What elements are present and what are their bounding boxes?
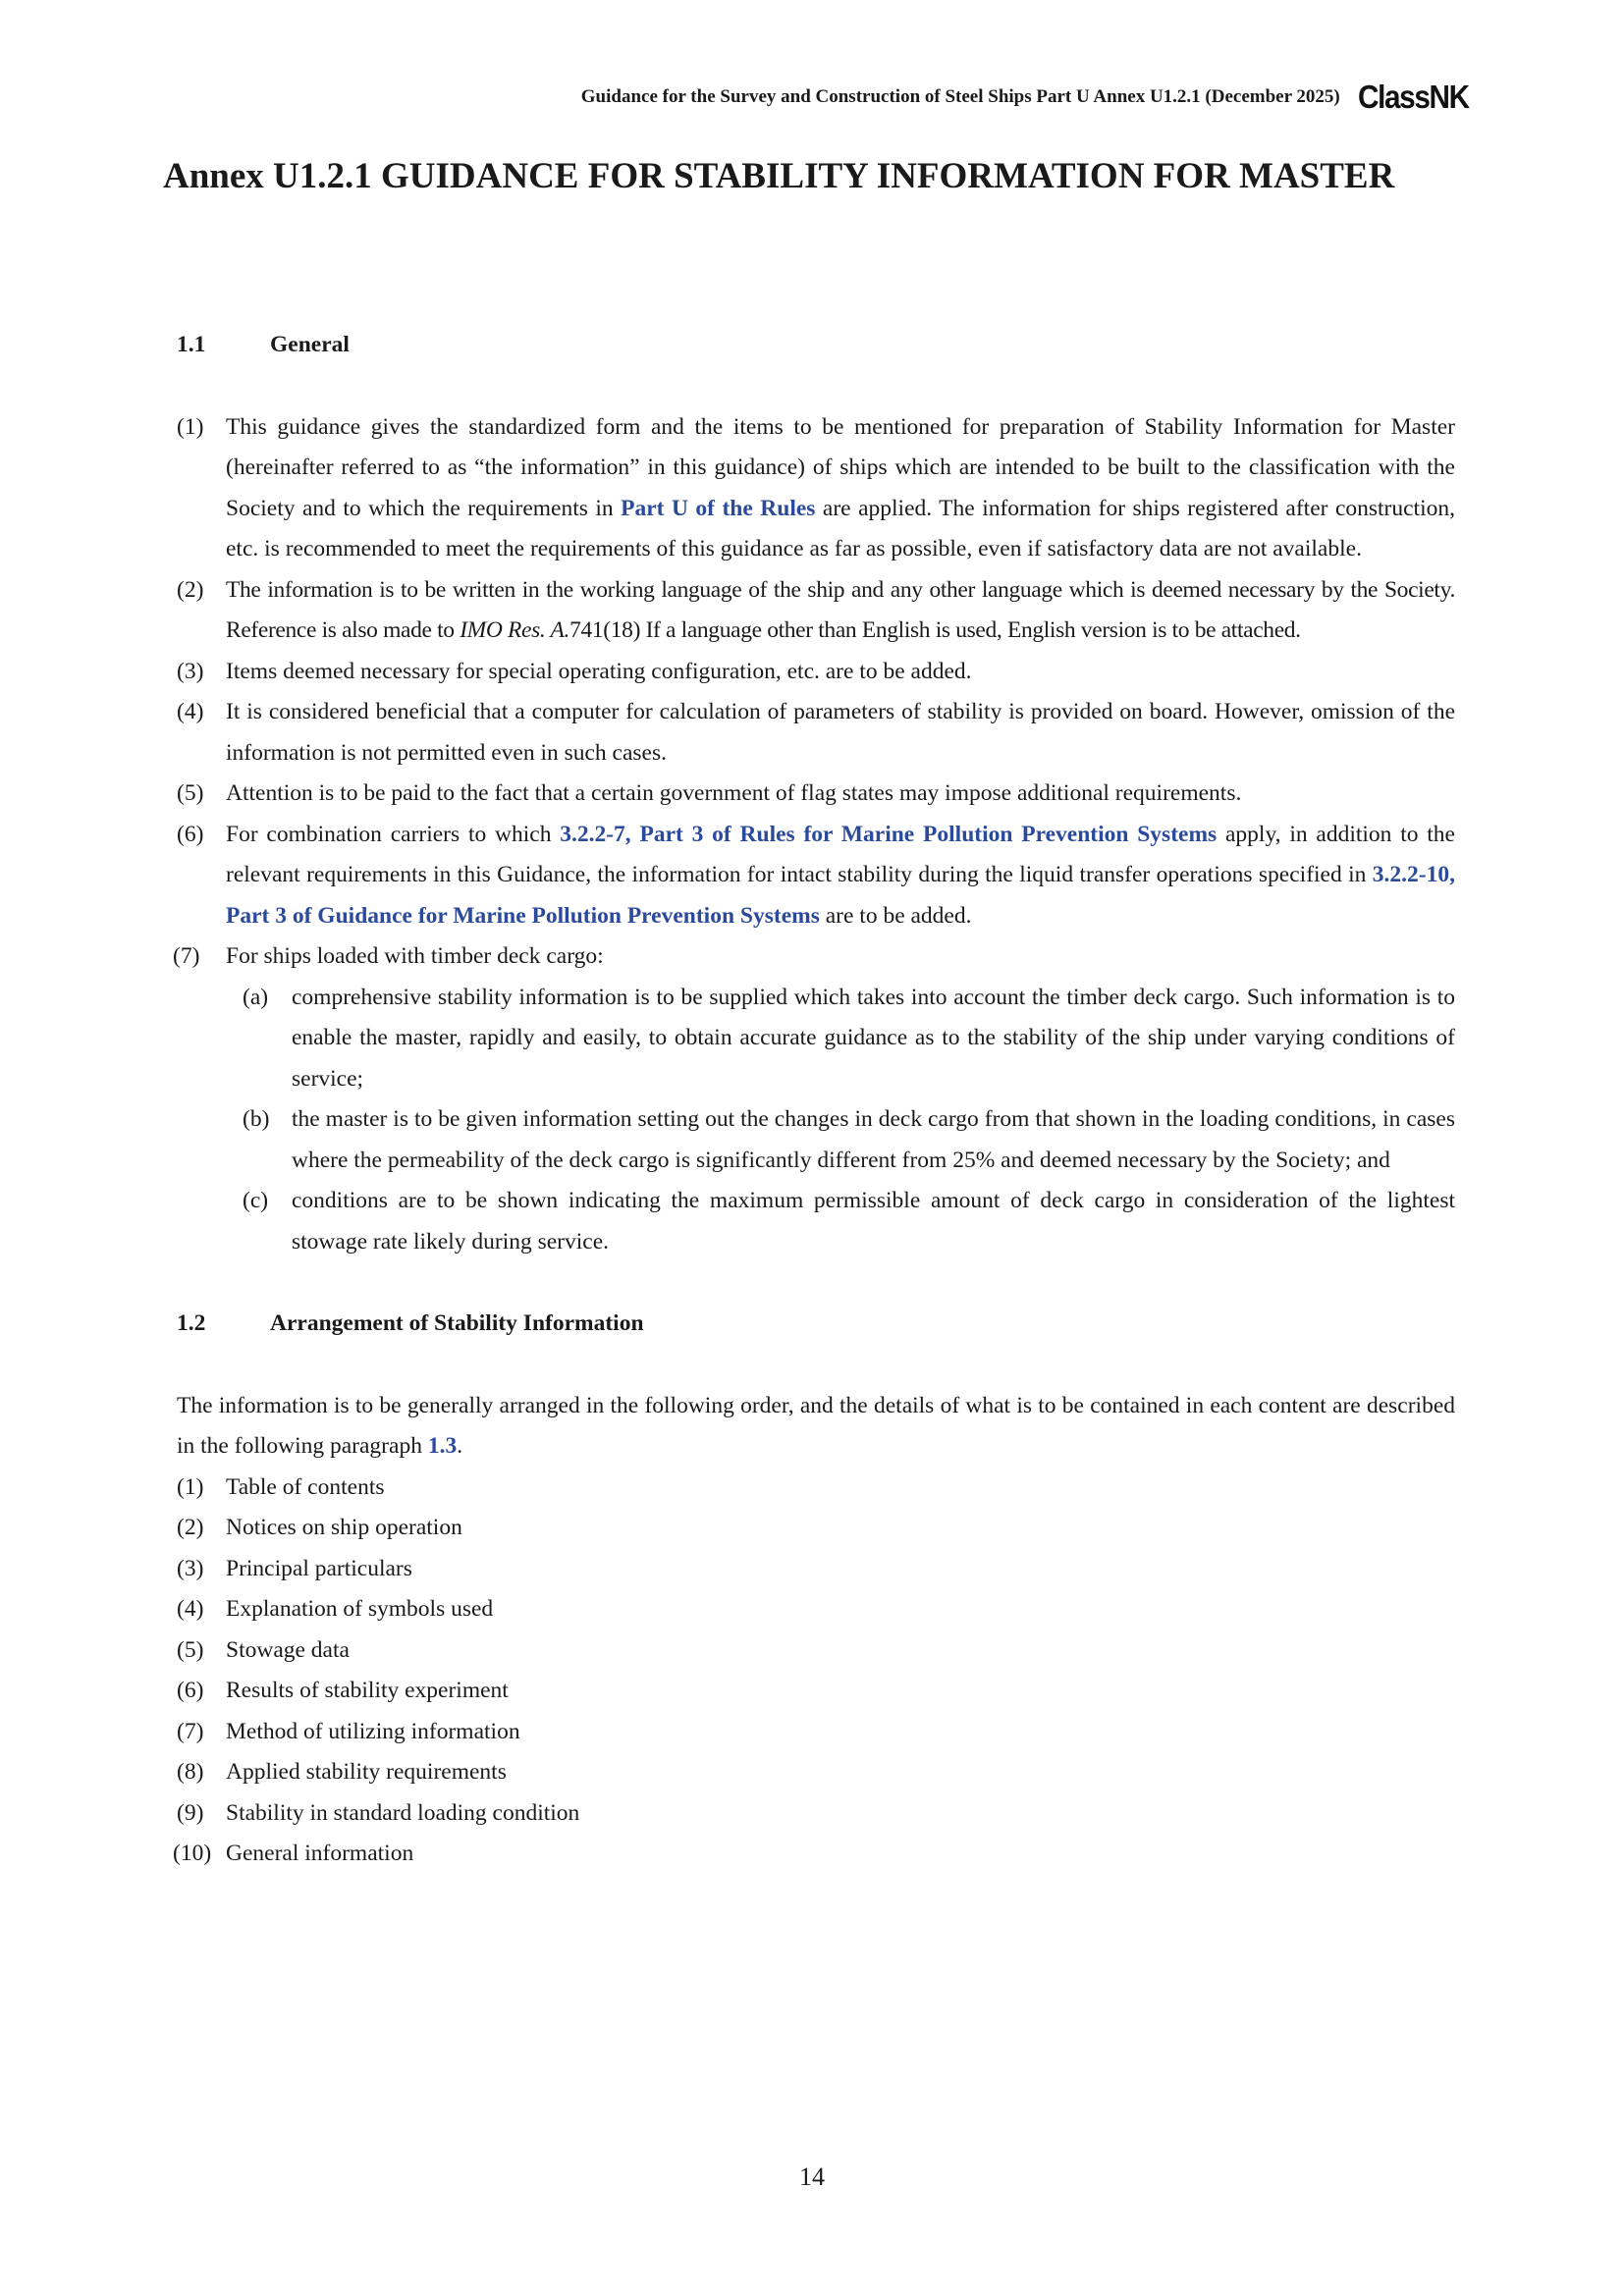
text-run: apply, in addition to the relevant requirements in this Guidance, the information for intact stability during the liquid transfer operations specified in [226,821,1455,887]
section-number: 1.1 [177,332,206,357]
list-item [177,815,1455,937]
list-item [177,1793,1455,1835]
text-run: 741(18) If a language other than English is used, English version is to be attached. [569,617,1301,643]
list-item-text: Stowage data [226,1636,350,1663]
list-marker: (7) [177,1718,204,1744]
list-item [177,1712,1455,1753]
list-item-text: For ships loaded with timber deck cargo: [226,943,604,969]
list-item [177,1671,1455,1712]
list-marker: (6) [177,821,204,847]
list-marker: (2) [177,576,204,603]
text-run: . [457,1433,463,1459]
list-marker: (3) [177,658,204,684]
section-intro-paragraph [177,1386,1455,1468]
list-item-text [226,815,1455,937]
section-title: Arrangement of Stability Information [270,1310,644,1336]
sub-list-item [243,1099,1455,1181]
marine-pollution-guidance-link[interactable]: 3.2.2-10, Part 3 of Guidance for Marine Pollution Prevention Systems [226,862,1455,929]
text-run: The information is to be written in the working language of the ship and any other language which is deemed necessary by the Society. Reference is also made to [226,576,1455,643]
list-item [173,936,1455,978]
list-marker: (1) [177,413,204,440]
list-marker: (9) [177,1799,204,1826]
classnk-logo: ClassNK [1357,79,1469,115]
text-run: For combination carriers to which [226,821,561,847]
marine-pollution-rules-link[interactable]: 3.2.2-7, Part 3 of Rules for Marine Pollution Prevention Systems [560,821,1218,847]
list-item-text: Principal particulars [226,1555,412,1581]
running-header [581,79,1481,116]
section-title: General [270,332,350,357]
list-item [177,1508,1455,1549]
text-run: are to be added. [819,902,972,929]
list-item-text: Items deemed necessary for special operating configuration, etc. are to be added. [226,658,972,684]
list-item [177,774,1455,815]
paragraph-1-3-link[interactable]: 1.3 [427,1433,458,1459]
list-marker: (5) [177,780,204,806]
list-item [177,692,1455,774]
sub-list-item-text: conditions are to be shown indicating the maximum permissible amount of deck cargo in consideration of the lightest stowage rate likely during service. [292,1188,1455,1255]
list-item-text: Attention is to be paid to the fact that a certain government of flag states may impose additional requirements. [226,780,1242,806]
text-run: This guidance gives the standardized form and the items to be mentioned for preparation of Stability Information for Master (hereinafter referred to as “the information” in this guidance) of ships which are intended to be built to the classification with the Society and to which the requirements in [226,413,1455,521]
list-item [177,652,1455,693]
sub-list-marker: (b) [243,1106,270,1132]
list-item-text: It is considered beneficial that a computer for calculation of parameters of stability is provided on board. However, omission of the information is not permitted even in such cases. [226,699,1455,766]
list-marker: (2) [177,1515,204,1540]
list-marker: (10) [173,1841,212,1866]
list-item [177,1630,1455,1672]
document-body [173,325,1455,1875]
list-item [177,1752,1455,1793]
list-item-text: Explanation of symbols used [226,1596,494,1622]
sub-list-item [243,978,1455,1100]
sub-list-marker: (c) [243,1188,269,1213]
list-marker: (8) [177,1759,204,1785]
imo-reference: IMO Res. A. [460,617,570,643]
section-heading-1-2 [177,1304,1455,1345]
running-header-title: Guidance for the Survey and Construction of Steel Ships Part U Annex U1.2.1 (December 2025) [580,86,1340,107]
list-item [177,570,1455,652]
list-marker: (5) [177,1636,204,1663]
text-run: are applied. The information for ships registered after construction, etc. is recommended to meet the requirements of this guidance as far as possible, even if satisfactory data are not available. [226,495,1455,561]
list-marker: (1) [177,1473,204,1500]
list-item [173,1834,1455,1875]
list-item-text [226,407,1455,570]
list-item-text: Table of contents [226,1473,385,1500]
section-heading-1-1 [177,325,1455,366]
section-number: 1.2 [177,1310,206,1336]
list-item-text: Applied stability requirements [226,1759,507,1785]
list-item-text [226,570,1455,652]
list-item-text: General information [226,1841,414,1866]
sub-list [243,978,1455,1263]
sub-list-marker: (a) [243,984,269,1010]
rules-part-u-link[interactable]: Part U of the Rules [621,495,816,521]
list-marker: (6) [177,1678,204,1703]
list-item-text: Stability in standard loading condition [226,1799,580,1826]
sub-list-item-text: the master is to be given information setting out the changes in deck cargo from that shown in the loading conditions, in cases where the permeability of the deck cargo is significantly different from 25% and deemed necessary by the Society; and [292,1106,1455,1173]
list-marker: (7) [173,943,200,969]
annex-title: Annex U1.2.1 GUIDANCE FOR STABILITY INFORMATION FOR MASTER [163,156,1395,196]
list-marker: (4) [177,699,204,724]
text-run: The information is to be generally arranged in the following order, and the details of what is to be contained in each content are described in the following paragraph [177,1392,1455,1459]
list-item [177,1589,1455,1630]
list-item [177,407,1455,570]
sub-list-item [243,1181,1455,1262]
page-number: 14 [799,2163,825,2191]
list-item-text: Notices on ship operation [226,1515,462,1540]
list-item-text: Method of utilizing information [226,1718,520,1744]
list-marker: (3) [177,1555,204,1581]
list-item-text: Results of stability experiment [226,1678,509,1703]
list-item [177,1468,1455,1509]
list-item [177,1549,1455,1590]
sub-list-item-text: comprehensive stability information is to be supplied which takes into account the timber deck cargo. Such information is to enable the master, rapidly and easily, to obtain accurate guidance as to the stability of the ship under varying conditions of service; [292,984,1455,1092]
list-marker: (4) [177,1596,204,1622]
